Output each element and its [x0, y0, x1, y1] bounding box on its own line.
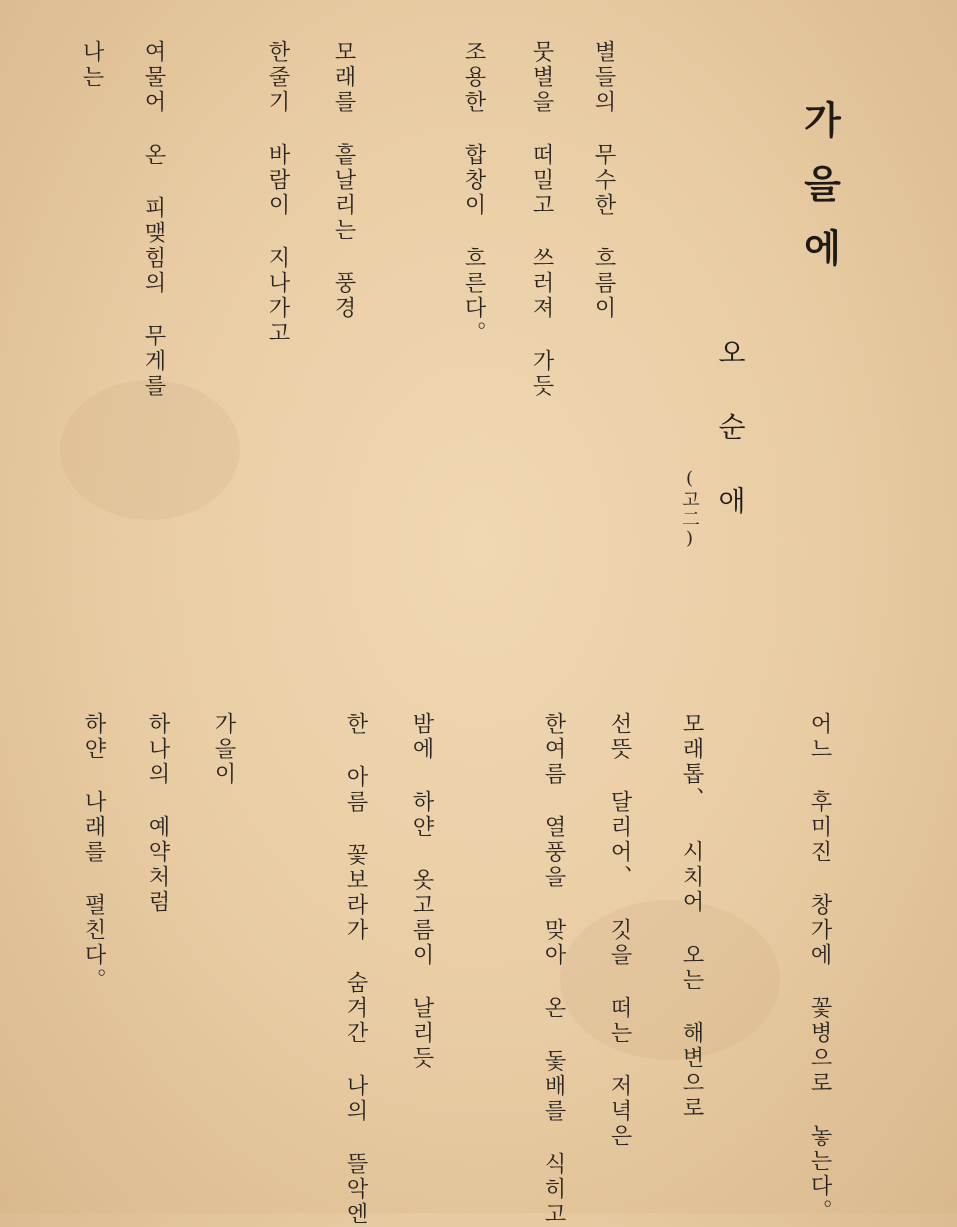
paper-stain: [560, 900, 780, 1060]
poem-line: 조용한 합창이 흐른다。: [461, 40, 486, 346]
poem-line: 하나의 예약처럼: [145, 712, 170, 915]
poem-line: 여물어 온 피맺힘의 무게를: [141, 40, 166, 399]
poem-author: 오순애: [714, 338, 747, 560]
poem-line: 뭇별을 떠밀고 쓰러져 가듯: [529, 40, 554, 399]
poem-line: 선뜻 달리어、 깃을 떠는 저녁은: [607, 712, 632, 1149]
poem-title: 가을에: [797, 100, 841, 292]
poem-line: 밤에 하얀 옷고름이 날리듯: [409, 712, 434, 1071]
author-grade: (고二): [679, 468, 700, 550]
poem-line: 나는: [79, 40, 104, 90]
poem-line: 가을이: [211, 712, 236, 787]
paper-stain: [60, 380, 240, 520]
poem-line: 한여름 열풍을 맞아 온 돛배를 식히고: [541, 712, 566, 1227]
poem-line: 한줄기 바람이 지나가고: [265, 40, 290, 346]
poem-line: 하얀 나래를 펼친다。: [81, 712, 106, 993]
poem-line: 모래톱、 시치어 오는 해변으로: [679, 712, 704, 1121]
poem-line: 모래를 흩날리는 풍경: [331, 40, 356, 321]
poem-line: 별들의 무수한 흐름이: [591, 40, 616, 321]
poem-line: 어느 후미진 창가에 꽃병으로 놓는다。: [807, 712, 832, 1224]
poem-line: 한 아름 꽃보라가 숨겨간 나의 뜰악엔: [343, 712, 368, 1227]
